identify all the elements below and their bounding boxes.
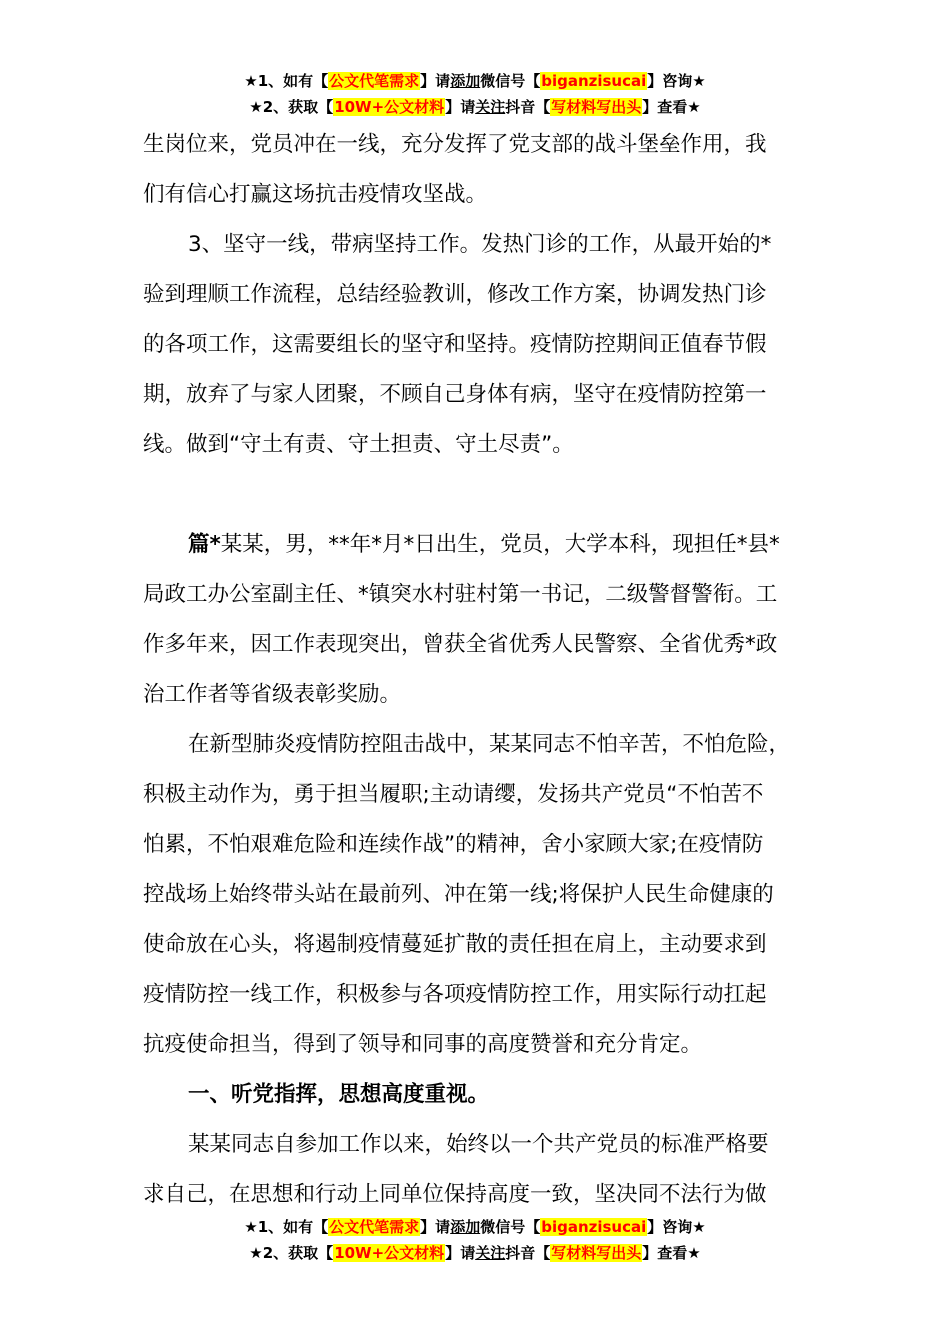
header-promo-banner bbox=[0, 68, 950, 120]
body-line: 验到理顺工作流程，总结经验教训，修改工作方案，协调发热门诊 bbox=[143, 282, 767, 307]
body-line: 治工作者等省级表彰奖励。 bbox=[143, 682, 402, 707]
body-line: 期，放弃了与家人团聚，不顾自己身体有病，坚守在疫情防控第一 bbox=[143, 382, 767, 407]
body-line: 求自己，在思想和行动上同单位保持高度一致，坚决同不法行为做 bbox=[143, 1182, 767, 1207]
document-body bbox=[143, 120, 843, 1220]
body-line: 怕累，不怕艰难危险和连续作战”的精神，舍小家顾大家;在疫情防 bbox=[143, 832, 764, 857]
promo-line-2: ★2、获取【10W+公文材料】请关注抖音【写材料写出头】查看★ bbox=[249, 98, 701, 116]
body-line: 抗疫使命担当，得到了领导和同事的高度赞誉和充分肯定。 bbox=[143, 1032, 703, 1057]
body-line: 生岗位来，党员冲在一线，充分发挥了党支部的战斗堡垒作用，我 bbox=[143, 132, 767, 157]
body-line: 在新型肺炎疫情防控阻击战中，某某同志不怕辛苦，不怕危险， bbox=[188, 732, 791, 757]
body-line: 的各项工作，这需要组长的坚守和坚持。疫情防控期间正值春节假 bbox=[143, 332, 767, 357]
highlight-materials: 10W+公文材料 bbox=[334, 98, 445, 116]
highlight-wechat-id: biganzisucai bbox=[541, 72, 647, 90]
body-line: 某某同志自参加工作以来，始终以一个共产党员的标准严格要 bbox=[188, 1132, 769, 1157]
body-line: 作多年来，因工作表现突出，曾获全省优秀人民警察、全省优秀*政 bbox=[143, 632, 778, 657]
body-line: 控战场上始终带头站在最前列、冲在第一线;将保护人民生命健康的 bbox=[143, 882, 774, 907]
promo-line-1: ★1、如有【公文代笔需求】请添加微信号【biganzisucai】咨询★ bbox=[244, 1218, 706, 1236]
body-line: 们有信心打赢这场抗击疫情攻坚战。 bbox=[143, 182, 488, 207]
footer-promo-banner bbox=[0, 1214, 950, 1266]
highlight-service: 公文代笔需求 bbox=[329, 1218, 420, 1236]
highlight-service: 公文代笔需求 bbox=[329, 72, 420, 90]
body-line: 3、坚守一线，带病坚持工作。发热门诊的工作，从最开始的* bbox=[188, 232, 772, 257]
highlight-douyin-account: 写材料写出头 bbox=[551, 1244, 642, 1262]
body-line: 篇*某某，男，**年*月*日出生，党员，大学本科，现担任*县* bbox=[188, 532, 780, 557]
subsection-heading: 一、听党指挥，思想高度重视。 bbox=[188, 1082, 490, 1107]
promo-line-2: ★2、获取【10W+公文材料】请关注抖音【写材料写出头】查看★ bbox=[249, 1244, 701, 1262]
body-line: 疫情防控一线工作，积极参与各项疫情防控工作，用实际行动扛起 bbox=[143, 982, 767, 1007]
highlight-materials: 10W+公文材料 bbox=[334, 1244, 445, 1262]
body-line: 局政工办公室副主任、*镇突水村驻村第一书记，二级警督警衔。工 bbox=[143, 582, 778, 607]
section-heading: 篇* bbox=[188, 532, 221, 557]
blank-line bbox=[143, 470, 843, 520]
highlight-wechat-id: biganzisucai bbox=[541, 1218, 647, 1236]
highlight-douyin-account: 写材料写出头 bbox=[551, 98, 642, 116]
body-line: 积极主动作为，勇于担当履职;主动请缨，发扬共产党员“不怕苦不 bbox=[143, 782, 764, 807]
promo-line-1: ★1、如有【公文代笔需求】请添加微信号【biganzisucai】咨询★ bbox=[244, 72, 706, 90]
body-line: 使命放在心头，将遏制疫情蔓延扩散的责任担在肩上，主动要求到 bbox=[143, 932, 767, 957]
body-line: 线。做到“守土有责、守土担责、守土尽责”。 bbox=[143, 432, 574, 457]
